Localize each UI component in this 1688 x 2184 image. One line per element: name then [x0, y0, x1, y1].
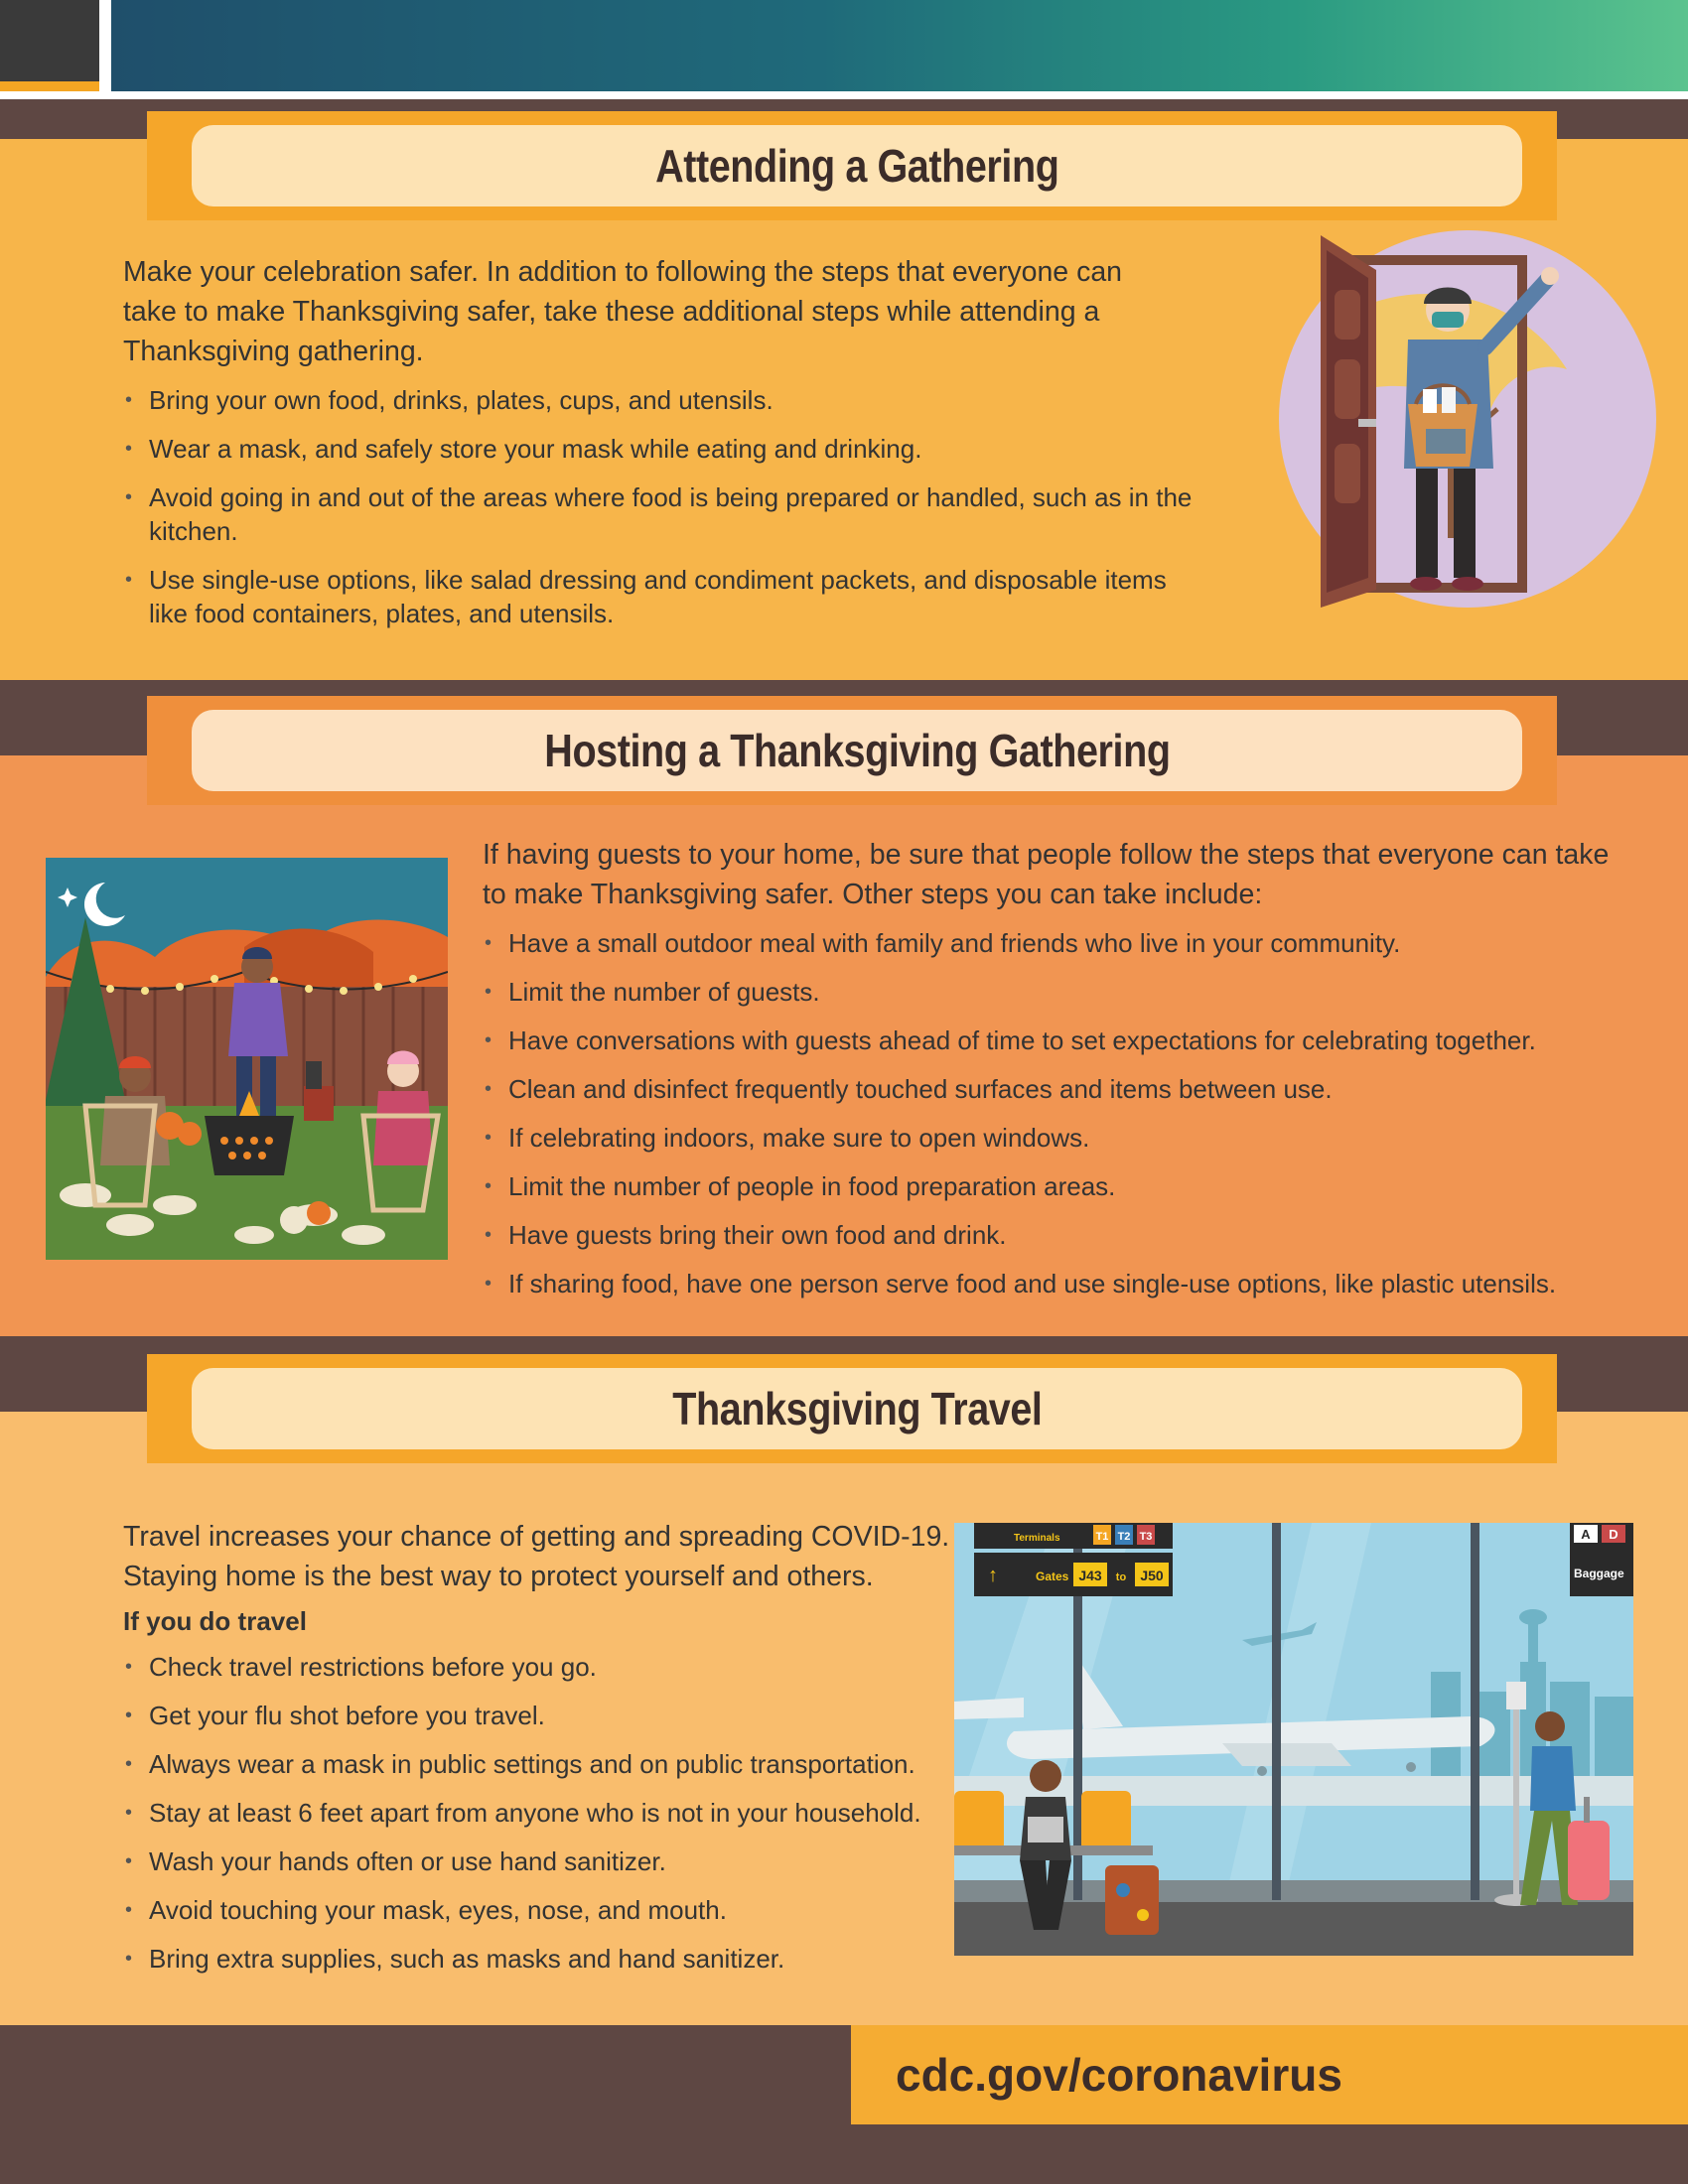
- sign-letter: A: [1581, 1527, 1591, 1542]
- list-item: • Avoid touching your mask, eyes, nose, and mouth.: [123, 1893, 957, 1927]
- gate-to: J50: [1140, 1568, 1164, 1583]
- person-at-door-illustration: [1259, 230, 1656, 647]
- section-header-pill: [192, 125, 1522, 206]
- list-item: • Use single-use options, like salad dressing and condiment packets, and disposable items like food containers, plates, and utensils.: [123, 563, 1196, 630]
- section-intro: If having guests to your home, be sure that people follow the steps that everyone can take to make Thanksgiving safer. Other steps you can take include:: [483, 839, 1610, 910]
- bullet-list: [123, 383, 1196, 645]
- list-item: • Stay at least 6 feet apart from anyone who is not in your household.: [123, 1796, 957, 1830]
- section-hosting: [0, 725, 1688, 1336]
- bullet-list: [123, 1650, 957, 1990]
- footer-url-link[interactable]: cdc.gov/coronavirus: [896, 2049, 1342, 2101]
- section-title: Attending a Gathering: [654, 140, 1059, 192]
- section-travel: [0, 1383, 1688, 2025]
- airport-sign-terminals: Terminals: [1014, 1533, 1060, 1544]
- section-header-frame: [147, 111, 1557, 220]
- section-attending: [0, 139, 1688, 680]
- list-item: • Have a small outdoor meal with family and friends who live in your community.: [483, 926, 1654, 960]
- section-title: Hosting a Thanksgiving Gathering: [543, 725, 1171, 776]
- airport-illustration: [954, 1523, 1633, 1956]
- sign-letter: D: [1609, 1527, 1618, 1542]
- gate-range-word: to: [1115, 1571, 1127, 1583]
- section-header-pill: [192, 1368, 1522, 1449]
- list-item: • Wash your hands often or use hand sanitizer.: [123, 1844, 957, 1878]
- terminal-number: T2: [1117, 1531, 1131, 1543]
- airport-sign-gates: Gates: [1036, 1570, 1069, 1583]
- section-intro: Make your celebration safer. In addition to following the steps that everyone can take to make Thanksgiving safer, take these additional steps while attending a Thanksgiving gathering.: [123, 256, 1123, 367]
- list-item: • If sharing food, have one person serve food and use single-use options, like plastic utensils.: [483, 1267, 1654, 1300]
- section-subheading: If you do travel: [123, 1606, 307, 1636]
- list-item: • Bring extra supplies, such as masks and hand sanitizer.: [123, 1942, 957, 1976]
- top-gradient-banner: [111, 0, 1688, 91]
- section-intro: Travel increases your chance of getting and spreading COVID-19. Staying home is the best way to protect yourself and others.: [123, 1521, 950, 1592]
- top-corner-accent: [0, 81, 99, 91]
- gate-from: J43: [1078, 1568, 1102, 1583]
- section-header-frame: [147, 696, 1557, 805]
- list-item: • Have guests bring their own food and drink.: [483, 1218, 1654, 1252]
- backyard-gathering-illustration: [46, 858, 448, 1260]
- bullet-list: [483, 926, 1654, 1315]
- list-item: • If celebrating indoors, make sure to open windows.: [483, 1121, 1654, 1155]
- terminal-number: T1: [1095, 1531, 1109, 1543]
- list-item: • Check travel restrictions before you go.: [123, 1650, 957, 1684]
- list-item: • Bring your own food, drinks, plates, cups, and utensils.: [123, 383, 1196, 417]
- list-item: • Get your flu shot before you travel.: [123, 1699, 957, 1732]
- section-header-pill: [192, 710, 1522, 791]
- list-item: • Avoid going in and out of the areas where food is being prepared or handled, such as in the kitchen.: [123, 480, 1196, 548]
- footer-url-box: [851, 2025, 1688, 2124]
- top-corner-block: [0, 0, 99, 81]
- section-header-frame: [147, 1354, 1557, 1463]
- list-item: • Wear a mask, and safely store your mask while eating and drinking.: [123, 432, 1196, 466]
- section-title: Thanksgiving Travel: [671, 1383, 1043, 1434]
- list-item: • Have conversations with guests ahead of time to set expectations for celebrating together.: [483, 1024, 1654, 1057]
- list-item: • Always wear a mask in public settings and on public transportation.: [123, 1747, 957, 1781]
- terminal-number: T3: [1139, 1531, 1153, 1543]
- list-item: • Clean and disinfect frequently touched surfaces and items between use.: [483, 1072, 1654, 1106]
- airport-sign-baggage: Baggage: [1574, 1567, 1624, 1580]
- list-item: • Limit the number of people in food preparation areas.: [483, 1169, 1654, 1203]
- arrow-up-icon: ↑: [988, 1565, 998, 1586]
- list-item: • Limit the number of guests.: [483, 975, 1654, 1009]
